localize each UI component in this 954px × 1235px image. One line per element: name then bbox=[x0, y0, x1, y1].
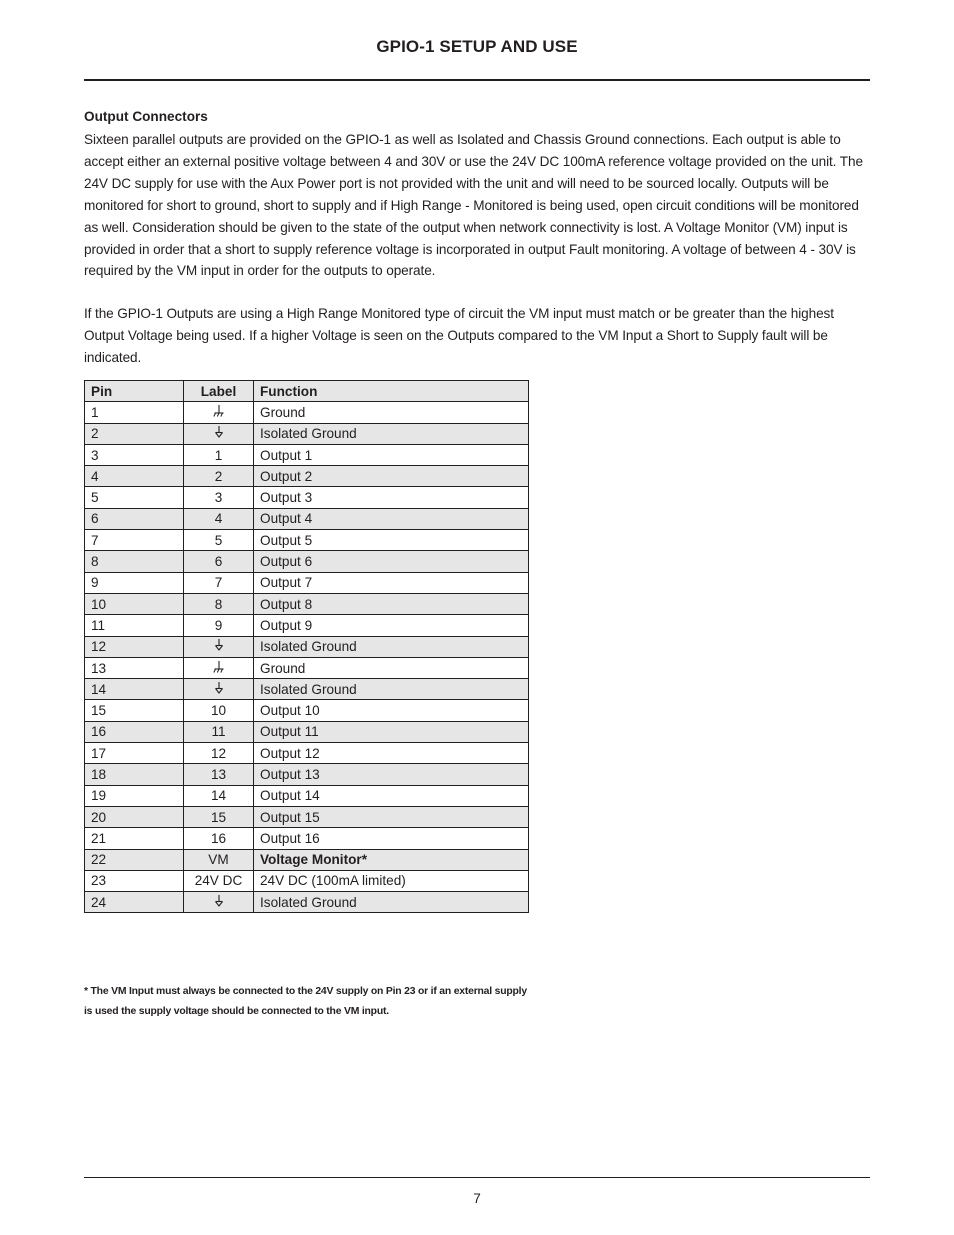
cell-label bbox=[184, 892, 254, 913]
table-row bbox=[85, 551, 529, 572]
table-row bbox=[85, 530, 529, 551]
cell-label: 11 bbox=[184, 721, 254, 742]
pin-table bbox=[84, 380, 529, 913]
cell-label: 4 bbox=[184, 508, 254, 529]
cell-function: Output 8 bbox=[254, 593, 529, 614]
cell-function: Output 4 bbox=[254, 508, 529, 529]
table-row bbox=[85, 636, 529, 657]
table-row bbox=[85, 721, 529, 742]
cell-label bbox=[184, 423, 254, 444]
cell-label: 3 bbox=[184, 487, 254, 508]
table-row bbox=[85, 487, 529, 508]
cell-function: Output 9 bbox=[254, 615, 529, 636]
cell-function: Output 1 bbox=[254, 444, 529, 465]
cell-label: 6 bbox=[184, 551, 254, 572]
page-title: GPIO-1 SETUP AND USE bbox=[376, 37, 578, 56]
table-row bbox=[85, 828, 529, 849]
cell-pin: 11 bbox=[85, 615, 184, 636]
table-row bbox=[85, 615, 529, 636]
cell-label bbox=[184, 657, 254, 678]
cell-pin: 12 bbox=[85, 636, 184, 657]
cell-label: 14 bbox=[184, 785, 254, 806]
cell-pin: 10 bbox=[85, 593, 184, 614]
cell-pin: 20 bbox=[85, 806, 184, 827]
cell-label: 7 bbox=[184, 572, 254, 593]
cell-label: 2 bbox=[184, 466, 254, 487]
table-row bbox=[85, 423, 529, 444]
table-header-row bbox=[85, 381, 529, 402]
table-row bbox=[85, 700, 529, 721]
header-function: Function bbox=[254, 381, 529, 402]
cell-pin: 18 bbox=[85, 764, 184, 785]
header-pin: Pin bbox=[85, 381, 184, 402]
table-row bbox=[85, 657, 529, 678]
cell-function: Output 5 bbox=[254, 530, 529, 551]
cell-function: Isolated Ground bbox=[254, 679, 529, 700]
cell-label: 13 bbox=[184, 764, 254, 785]
cell-pin: 8 bbox=[85, 551, 184, 572]
table-row bbox=[85, 892, 529, 913]
cell-function: Output 10 bbox=[254, 700, 529, 721]
table-row bbox=[85, 444, 529, 465]
cell-label: 12 bbox=[184, 743, 254, 764]
cell-label bbox=[184, 636, 254, 657]
page-number: 7 bbox=[473, 1191, 481, 1206]
table-row bbox=[85, 806, 529, 827]
cell-pin: 24 bbox=[85, 892, 184, 913]
cell-pin: 19 bbox=[85, 785, 184, 806]
cell-function: Ground bbox=[254, 657, 529, 678]
cell-pin: 4 bbox=[85, 466, 184, 487]
table-row bbox=[85, 743, 529, 764]
cell-label: 1 bbox=[184, 444, 254, 465]
cell-pin: 21 bbox=[85, 828, 184, 849]
cell-label bbox=[184, 402, 254, 423]
cell-function: Ground bbox=[254, 402, 529, 423]
cell-label: 15 bbox=[184, 806, 254, 827]
cell-function: Output 14 bbox=[254, 785, 529, 806]
table-row bbox=[85, 508, 529, 529]
cell-label: VM bbox=[184, 849, 254, 870]
cell-function: Isolated Ground bbox=[254, 892, 529, 913]
cell-function: Voltage Monitor* bbox=[254, 849, 529, 870]
table-footnote: * The VM Input must always be connected to the 24V supply on Pin 23 or if an external supply is used the supply voltage should be connected to the VM input. bbox=[84, 986, 527, 1017]
cell-function: Output 16 bbox=[254, 828, 529, 849]
section-heading: Output Connectors bbox=[84, 109, 208, 124]
chassis-ground-icon bbox=[213, 404, 225, 421]
table-row bbox=[85, 572, 529, 593]
cell-label: 10 bbox=[184, 700, 254, 721]
table-row bbox=[85, 593, 529, 614]
cell-pin: 9 bbox=[85, 572, 184, 593]
cell-label: 8 bbox=[184, 593, 254, 614]
cell-pin: 22 bbox=[85, 849, 184, 870]
cell-label bbox=[184, 679, 254, 700]
cell-function: Output 7 bbox=[254, 572, 529, 593]
footer-divider bbox=[84, 1177, 870, 1178]
header-label: Label bbox=[184, 381, 254, 402]
table-row bbox=[85, 402, 529, 423]
cell-pin: 7 bbox=[85, 530, 184, 551]
header-divider bbox=[84, 79, 870, 81]
cell-pin: 17 bbox=[85, 743, 184, 764]
cell-function: Isolated Ground bbox=[254, 423, 529, 444]
cell-function: Output 15 bbox=[254, 806, 529, 827]
cell-function: Output 3 bbox=[254, 487, 529, 508]
table-row bbox=[85, 870, 529, 891]
cell-pin: 15 bbox=[85, 700, 184, 721]
cell-label: 9 bbox=[184, 615, 254, 636]
cell-pin: 13 bbox=[85, 657, 184, 678]
pin-table-body bbox=[85, 402, 529, 913]
cell-pin: 3 bbox=[85, 444, 184, 465]
cell-label: 5 bbox=[184, 530, 254, 551]
cell-pin: 1 bbox=[85, 402, 184, 423]
cell-label: 24V DC bbox=[184, 870, 254, 891]
chassis-ground-icon bbox=[213, 660, 225, 677]
cell-pin: 5 bbox=[85, 487, 184, 508]
cell-function: Output 13 bbox=[254, 764, 529, 785]
table-row bbox=[85, 785, 529, 806]
isolated-ground-icon bbox=[214, 425, 224, 442]
cell-pin: 16 bbox=[85, 721, 184, 742]
table-row bbox=[85, 466, 529, 487]
cell-pin: 14 bbox=[85, 679, 184, 700]
cell-function: Output 6 bbox=[254, 551, 529, 572]
isolated-ground-icon bbox=[214, 894, 224, 911]
cell-pin: 6 bbox=[85, 508, 184, 529]
cell-label: 16 bbox=[184, 828, 254, 849]
cell-pin: 23 bbox=[85, 870, 184, 891]
cell-function: Output 11 bbox=[254, 721, 529, 742]
cell-function: Output 2 bbox=[254, 466, 529, 487]
table-row bbox=[85, 764, 529, 785]
cell-function: Isolated Ground bbox=[254, 636, 529, 657]
cell-function: 24V DC (100mA limited) bbox=[254, 870, 529, 891]
cell-function: Output 12 bbox=[254, 743, 529, 764]
isolated-ground-icon bbox=[214, 681, 224, 698]
isolated-ground-icon bbox=[214, 638, 224, 655]
table-row bbox=[85, 679, 529, 700]
cell-pin: 2 bbox=[85, 423, 184, 444]
table-row bbox=[85, 849, 529, 870]
paragraph-output-connectors: Sixteen parallel outputs are provided on the GPIO-1 as well as Isolated and Chassis Ground connections. Each output is able to accept either an external positive voltage between 4 and 30V or use the 24V DC 100mA reference voltage provided on the unit. The 24V DC supply for use with the Aux Power port is not provided with the unit and will need to be sourced locally. Outputs will be monitored for short to ground, short to supply and if High Range - Monitored is being used, open circuit conditions will be monitored as well. Consideration should be given to the state of the output when network connectivity is lost. A Voltage Monitor (VM) input is provided in order that a short to supply reference voltage is incorporated in output Fault monitoring. A voltage of between 4 - 30V is required by the VM input in order for the outputs to operate. bbox=[84, 132, 863, 279]
paragraph-high-range: If the GPIO-1 Outputs are using a High Range Monitored type of circuit the VM input must match or be greater than the highest Output Voltage being used. If a higher Voltage is seen on the Outputs compared to the VM Input a Short to Supply fault will be indicated. bbox=[84, 306, 834, 365]
